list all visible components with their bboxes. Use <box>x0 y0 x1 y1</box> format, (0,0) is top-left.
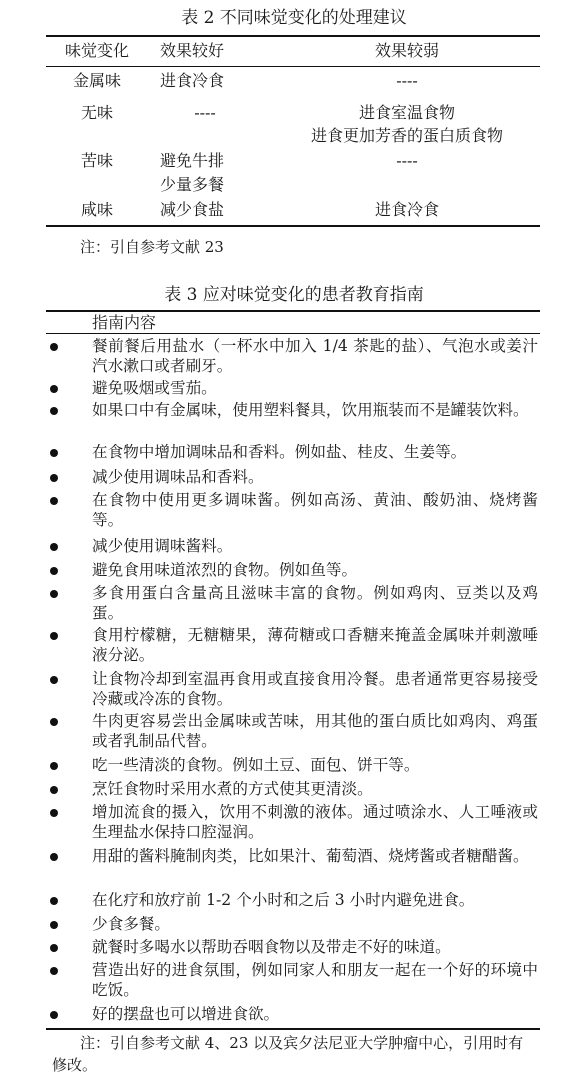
bullet-icon <box>50 407 58 415</box>
table2-header-rule <box>46 66 540 67</box>
guide-item-text: 在食物中增加调味品和香料。例如盐、桂皮、生姜等。 <box>92 443 467 461</box>
guide-list-item <box>46 336 540 376</box>
bullet-icon <box>50 676 58 684</box>
guide-list-item <box>46 467 540 487</box>
guide-item-text: 避免吸烟或雪茄。 <box>92 379 217 397</box>
bullet-icon <box>50 497 58 505</box>
bullet-icon <box>50 853 58 861</box>
guide-list-item <box>46 378 540 398</box>
guide-list-item <box>46 711 540 751</box>
guide-list-item <box>46 779 540 799</box>
table2-note: 注：引自参考文献 23 <box>80 238 224 256</box>
guide-item-text: 减少使用调味酱料。 <box>92 537 233 555</box>
bullet-icon <box>50 343 58 351</box>
guide-list-item <box>46 625 540 665</box>
guide-item-text: 在化疗和放疗前 1-2 个小时和之后 3 小时内避免进食。 <box>92 891 475 909</box>
table2-header-change: 味觉变化 <box>64 41 129 60</box>
guide-list-item <box>46 490 540 530</box>
table2-header-better: 效果较好 <box>160 41 225 60</box>
guide-item-text: 吃一些清淡的食物。例如土豆、面包、饼干等。 <box>92 756 420 774</box>
guide-list-item <box>46 960 540 1000</box>
table2-row-weaker: 进食冷食 <box>374 200 439 219</box>
table3-bottom-rule <box>46 1028 540 1030</box>
table2-bottom-rule <box>46 225 540 227</box>
guide-list-item <box>46 937 540 957</box>
table2-row-change: 金属味 <box>72 71 121 90</box>
table3-title: 表 3 应对味觉变化的患者教育指南 <box>164 285 424 305</box>
bullet-icon <box>50 967 58 975</box>
bullet-icon <box>50 449 58 457</box>
guide-item-text: 在食物中使用更多调味酱。例如高汤、黄油、酸奶油、烧烤酱等。 <box>92 491 538 529</box>
bullet-icon <box>50 590 58 598</box>
guide-list-item <box>46 536 540 556</box>
guide-item-text: 食用柠檬糖，无糖糖果，薄荷糖或口香糖来掩盖金属味并刺激唾液分泌。 <box>92 626 538 664</box>
guide-list-item <box>46 890 540 910</box>
bullet-icon <box>50 762 58 770</box>
bullet-icon <box>50 474 58 482</box>
bullet-icon <box>50 786 58 794</box>
guide-item-text: 烹饪食物时采用水煮的方式使其更清淡。 <box>92 780 373 798</box>
table2-row-change: 无味 <box>80 103 113 122</box>
table2-row-better: 少量多餐 <box>160 175 225 194</box>
table2-row-better: 进食冷食 <box>160 71 225 90</box>
guide-list-item <box>46 442 540 462</box>
table2-row-better: 避免牛排 <box>160 151 225 170</box>
bullet-icon <box>50 543 58 551</box>
table2-header-weaker: 效果较弱 <box>374 41 439 60</box>
guide-list-item <box>46 755 540 775</box>
guide-item-text: 营造出好的进食氛围，例如同家人和朋友一起在一个好的环境中吃饭。 <box>92 961 538 999</box>
table2-title: 表 2 不同味觉变化的处理建议 <box>181 8 407 28</box>
guide-item-text: 如果口中有金属味，使用塑料餐具，饮用瓶装而不是罐装饮料。 <box>92 401 529 419</box>
guide-item-text: 少食多餐。 <box>92 915 170 933</box>
guide-list-item <box>46 846 540 886</box>
bullet-icon <box>50 944 58 952</box>
table2-row-weaker: ---- <box>396 71 418 90</box>
guide-item-text: 牛肉更容易尝出金属味或苦味，用其他的蛋白质比如鸡肉、鸡蛋或者乳制品代替。 <box>92 712 538 750</box>
table3-header: 指南内容 <box>92 313 157 332</box>
table3-note: 注：引自参考文献 4、23 以及宾夕法尼亚大学肿瘤中心，引用时有修改。 <box>52 1034 524 1074</box>
guide-list-item <box>46 1004 540 1024</box>
guide-item-text: 减少使用调味品和香料。 <box>92 468 264 486</box>
bullet-icon <box>50 809 58 817</box>
table2-row-weaker: ---- <box>396 151 418 170</box>
bullet-icon <box>50 567 58 575</box>
table3-header-rule <box>46 333 540 334</box>
guide-item-text: 增加流食的摄入，饮用不刺激的液体。通过喷涂水、人工唾液或生理盐水保持口腔湿润。 <box>92 803 538 841</box>
guide-item-text: 多食用蛋白含量高且滋味丰富的食物。例如鸡肉、豆类以及鸡蛋。 <box>92 584 538 622</box>
bullet-icon <box>50 718 58 726</box>
bullet-icon <box>50 385 58 393</box>
bullet-icon <box>50 897 58 905</box>
guide-item-text: 用甜的酱料腌制肉类，比如果汁、葡萄酒、烧烤酱或者糖醋酱。 <box>92 847 529 865</box>
guide-list-item <box>46 802 540 842</box>
bullet-icon <box>50 1011 58 1019</box>
table2-top-rule <box>46 35 540 37</box>
bullet-icon <box>50 632 58 640</box>
table2-row-weaker: 进食更加芳香的蛋白质食物 <box>310 126 503 145</box>
guide-list-item <box>46 560 540 580</box>
table2-row-weaker: 进食室温食物 <box>358 103 455 122</box>
guide-item-text: 就餐时多喝水以帮助吞咽食物以及带走不好的味道。 <box>92 938 451 956</box>
guide-list-item <box>46 669 540 709</box>
guide-item-text: 餐前餐后用盐水（一杯水中加入 1/4 茶匙的盐）、气泡水或姜汁汽水漱口或者刷牙。 <box>92 337 538 375</box>
guide-list-item <box>46 583 540 623</box>
guide-item-text: 避免食用味道浓烈的食物。例如鱼等。 <box>92 561 358 579</box>
guide-list-item <box>46 400 540 440</box>
guide-item-text: 好的摆盘也可以增进食欲。 <box>92 1005 280 1023</box>
table2-row-better: ---- <box>194 103 216 122</box>
table2-row-change: 苦味 <box>80 151 113 170</box>
table2-row-change: 咸味 <box>80 200 113 219</box>
table2-row-better: 减少食盐 <box>160 200 225 219</box>
guide-item-text: 让食物冷却到室温再食用或直接食用冷餐。患者通常更容易接受冷藏或冷冻的食物。 <box>92 670 538 708</box>
bullet-icon <box>50 921 58 929</box>
guide-list-item <box>46 914 540 934</box>
